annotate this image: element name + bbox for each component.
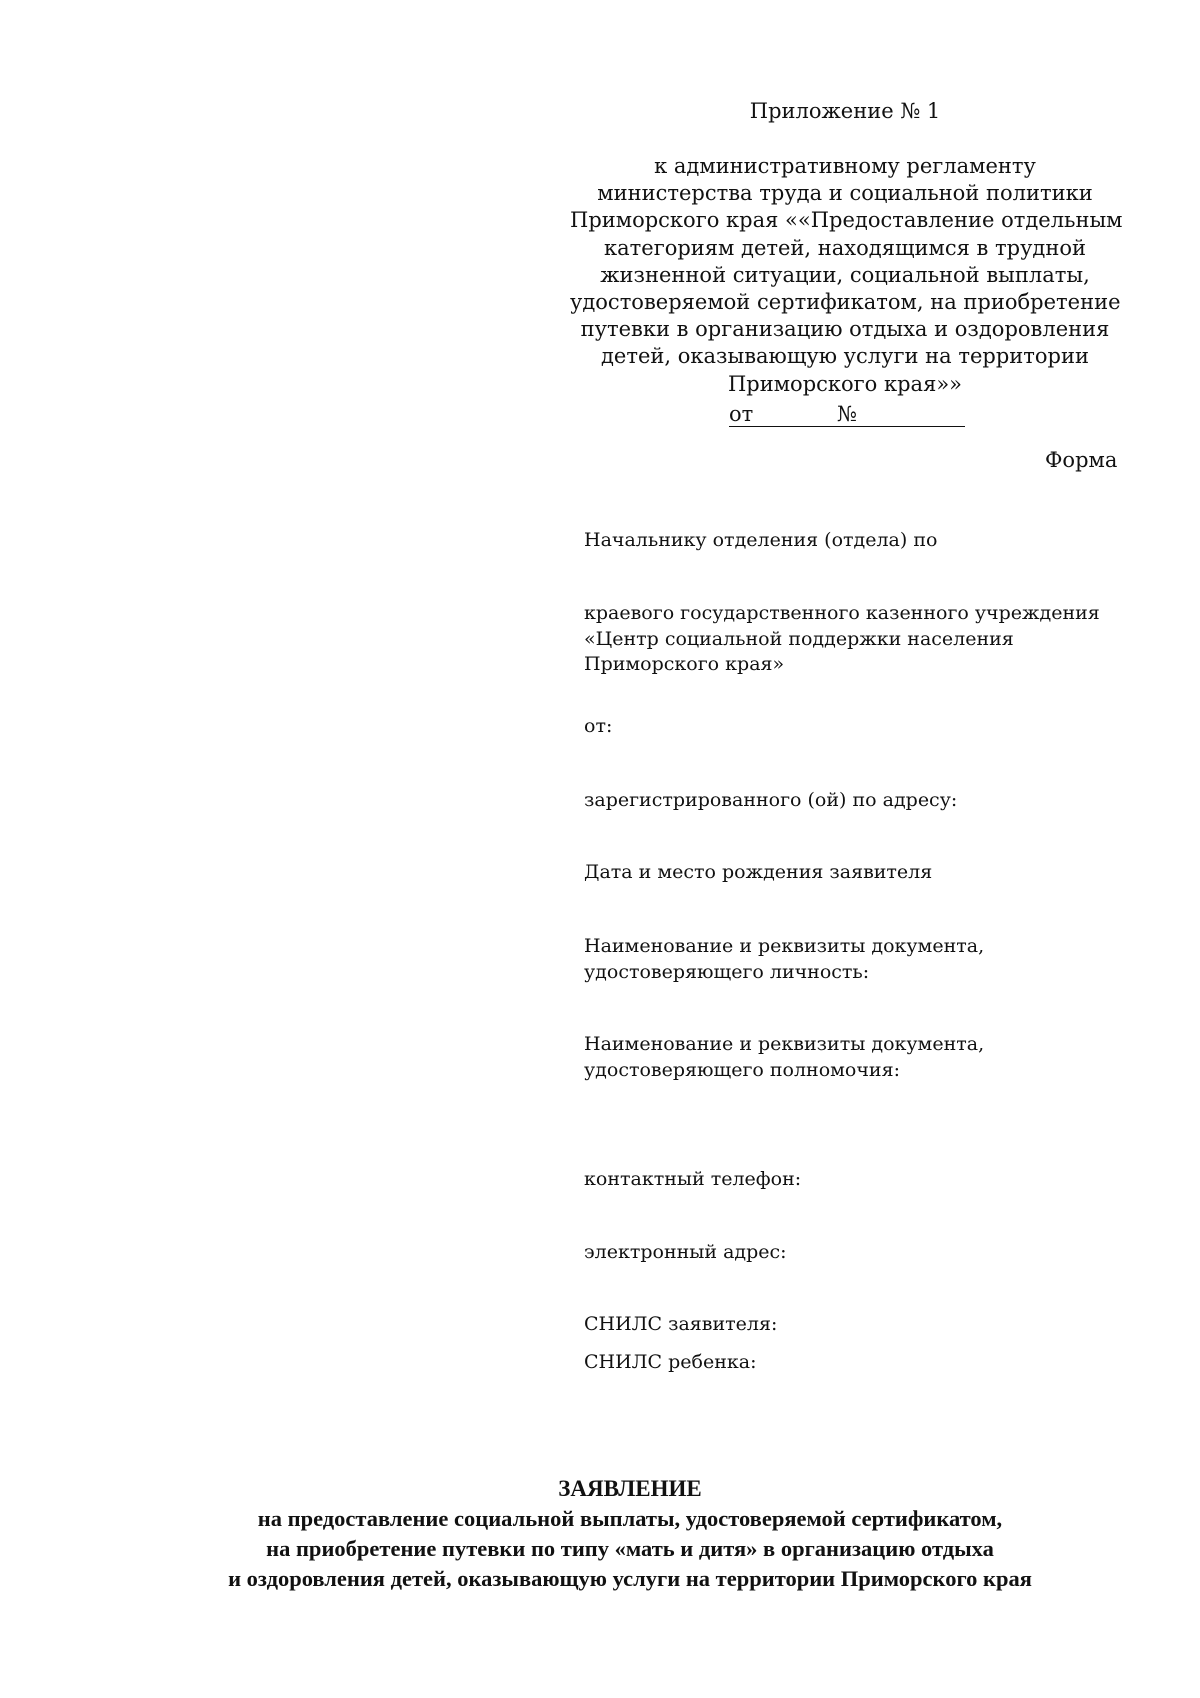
- applicant-from-label: от:: [584, 715, 613, 737]
- snils-applicant-label: СНИЛС заявителя:: [584, 1313, 778, 1335]
- regulation-line: путевки в организацию отдыха и оздоровления: [580, 317, 1110, 342]
- number-label: №: [837, 402, 857, 426]
- contact-phone-label: контактный телефон:: [584, 1168, 802, 1190]
- regulation-line: к административному регламенту: [654, 154, 1036, 178]
- appendix-title: Приложение № 1: [749, 99, 941, 123]
- birth-date-place-label: Дата и место рождения заявителя: [584, 861, 933, 883]
- statement-subtitle-line: и оздоровления детей, оказывающую услуги на территории Приморского края: [228, 1566, 1032, 1591]
- authority-document-line: Наименование и реквизиты документа,: [584, 1033, 985, 1055]
- email-label: электронный адрес:: [584, 1241, 787, 1263]
- regulation-line: министерства труда и социальной политики: [597, 181, 1093, 206]
- addressee-institution: [584, 601, 1100, 678]
- statement-subtitle-line: на предоставление социальной выплаты, удостоверяемой сертификатом,: [257, 1506, 1003, 1531]
- institution-line: краевого государственного казенного учреждения: [584, 602, 1100, 624]
- identity-document-label: [584, 934, 984, 985]
- registered-address-label: зарегистрированного (ой) по адресу:: [584, 789, 958, 811]
- from-date-label: от: [729, 402, 754, 426]
- statement-title: ЗАЯВЛЕНИЕ: [558, 1476, 702, 1501]
- form-label: Форма: [1045, 448, 1118, 472]
- snils-child-label: СНИЛС ребенка:: [584, 1351, 757, 1373]
- identity-document-line: удостоверяющего личность:: [584, 960, 870, 983]
- institution-line: Приморского края»: [584, 653, 785, 675]
- regulation-line: категориям детей, находящимся в трудной: [604, 235, 1086, 260]
- regulation-line: Приморского края ««Предоставление отдельным: [570, 208, 1123, 233]
- regulation-line: жизненной ситуации, социальной выплаты,: [600, 262, 1090, 287]
- institution-line: «Центр социальной поддержки населения: [584, 627, 1014, 650]
- authority-document-line: удостоверяющего полномочия:: [584, 1058, 900, 1081]
- regulation-line: Приморского края»»: [727, 371, 963, 396]
- regulation-line: детей, оказывающую услуги на территории: [601, 344, 1089, 369]
- statement-heading: [0, 1474, 1200, 1594]
- authority-document-label: [584, 1032, 984, 1083]
- date-number-line: [729, 402, 965, 427]
- statement-subtitle-line: на приобретение путевки по типу «мать и дитя» в организацию отдыха: [266, 1536, 994, 1561]
- identity-document-line: Наименование и реквизиты документа,: [584, 935, 985, 957]
- regulation-reference: [570, 153, 1123, 398]
- regulation-line: удостоверяемой сертификатом, на приобретение: [570, 290, 1121, 315]
- addressee-chief: Начальнику отделения (отдела) по: [584, 529, 938, 551]
